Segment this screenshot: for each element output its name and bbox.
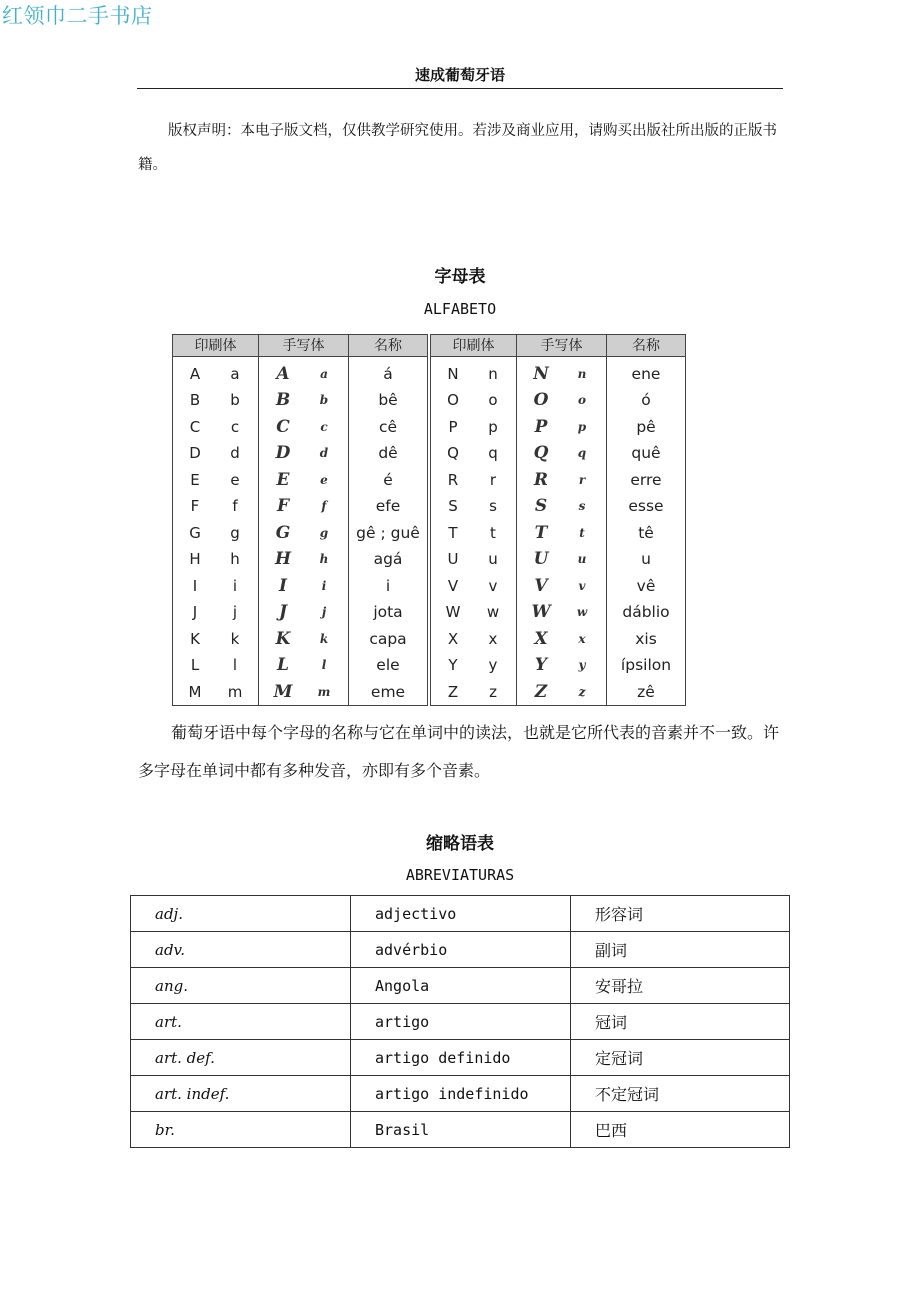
handwritten-letter-row: [259, 546, 348, 573]
letter-name: quê: [631, 444, 661, 463]
abbreviation-row: [131, 1076, 790, 1112]
print-uppercase: T: [448, 523, 458, 542]
abbreviation-row: [131, 1112, 790, 1148]
handwritten-uppercase: V: [534, 575, 548, 596]
header-name: 名称: [632, 338, 660, 355]
print-letter-row: [173, 679, 258, 706]
print-column: [173, 357, 259, 706]
handwritten-lowercase: t: [579, 525, 585, 540]
header-divider: [137, 88, 783, 89]
letter-name: cê: [378, 417, 398, 436]
print-uppercase: I: [192, 576, 198, 595]
alphabet-header-row: [173, 335, 427, 357]
print-uppercase: B: [189, 391, 201, 410]
handwritten-lowercase: q: [577, 446, 587, 461]
print-uppercase: J: [192, 603, 198, 622]
handwritten-uppercase: Z: [534, 681, 548, 702]
watermark-text: 红领巾二手书店: [2, 4, 153, 28]
handwritten-letter-row: [259, 467, 348, 494]
print-letter-row: [431, 546, 516, 573]
print-uppercase: X: [447, 629, 459, 648]
portuguese-term: Angola: [351, 968, 571, 1004]
print-uppercase: N: [447, 364, 459, 383]
handwritten-lowercase: m: [317, 684, 331, 699]
letter-name: u: [641, 550, 651, 569]
print-letter-row: [431, 414, 516, 441]
print-letter-row: [173, 626, 258, 653]
abbreviation: ang.: [131, 968, 351, 1004]
letter-name: dê: [378, 444, 398, 463]
print-lowercase: h: [230, 550, 240, 569]
handwritten-lowercase: f: [321, 499, 327, 514]
print-column: [431, 357, 517, 706]
print-letter-row: [431, 493, 516, 520]
handwritten-lowercase: x: [578, 631, 586, 646]
handwritten-lowercase: l: [321, 658, 327, 673]
handwritten-lowercase: g: [319, 525, 329, 540]
abbreviation: adj.: [131, 896, 351, 932]
letter-name: zê: [637, 682, 655, 701]
handwritten-uppercase: U: [533, 549, 549, 570]
print-letter-row: [431, 467, 516, 494]
print-uppercase: Z: [447, 682, 459, 701]
abbreviations-subtitle: ABREVIATURAS: [405, 866, 515, 884]
letter-name: erre: [630, 470, 662, 489]
print-lowercase: a: [230, 364, 240, 383]
handwritten-letter-row: [517, 440, 606, 467]
letter-name: ele: [376, 656, 400, 675]
print-lowercase: b: [230, 391, 240, 410]
header-handwritten: 手写体: [517, 335, 607, 356]
handwritten-lowercase: w: [576, 605, 588, 620]
handwritten-letter-row: [259, 414, 348, 441]
print-letter-row: [431, 679, 516, 706]
alphabet-table: [172, 334, 686, 706]
handwritten-letter-row: [259, 520, 348, 547]
print-letter-row: [431, 573, 516, 600]
handwritten-letter-row: [259, 599, 348, 626]
handwritten-lowercase: a: [320, 366, 328, 381]
handwritten-uppercase: P: [534, 416, 548, 437]
print-letter-row: [431, 440, 516, 467]
handwritten-lowercase: s: [578, 499, 586, 514]
print-lowercase: z: [489, 682, 497, 701]
print-letter-row: [173, 387, 258, 414]
print-lowercase: o: [488, 391, 498, 410]
abbreviation: art. indef.: [131, 1076, 351, 1112]
alphabet-subtitle: ALFABETO: [423, 300, 497, 318]
letter-name: vê: [636, 576, 656, 595]
handwritten-uppercase: D: [275, 443, 291, 464]
handwritten-column: [259, 357, 349, 706]
print-uppercase: M: [188, 682, 202, 701]
print-letter-row: [173, 440, 258, 467]
handwritten-uppercase: I: [279, 575, 287, 596]
print-uppercase: F: [190, 497, 200, 516]
print-lowercase: w: [486, 603, 500, 622]
print-lowercase: g: [230, 523, 240, 542]
print-uppercase: U: [447, 550, 459, 569]
handwritten-uppercase: W: [531, 602, 551, 623]
handwritten-uppercase: K: [275, 628, 291, 649]
chinese-term: 不定冠词: [571, 1076, 790, 1112]
abbreviation-row: [131, 1040, 790, 1076]
print-lowercase: k: [230, 629, 240, 648]
portuguese-term: adjectivo: [351, 896, 571, 932]
name-column: [607, 357, 685, 706]
handwritten-lowercase: e: [320, 472, 328, 487]
print-letter-row: [431, 599, 516, 626]
print-letter-row: [173, 652, 258, 679]
print-letter-row: [173, 546, 258, 573]
print-letter-row: [173, 414, 258, 441]
print-letter-row: [173, 599, 258, 626]
print-lowercase: l: [232, 656, 238, 675]
handwritten-letter-row: [517, 414, 606, 441]
handwritten-letter-row: [517, 520, 606, 547]
letter-name: eme: [370, 682, 406, 701]
print-uppercase: C: [189, 417, 201, 436]
print-letter-row: [431, 626, 516, 653]
letter-name: agá: [373, 550, 403, 569]
print-letter-row: [431, 652, 516, 679]
portuguese-term: artigo: [351, 1004, 571, 1040]
handwritten-letter-row: [517, 493, 606, 520]
print-letter-row: [173, 361, 258, 388]
handwritten-lowercase: y: [578, 658, 586, 673]
handwritten-column: [517, 357, 607, 706]
handwritten-lowercase: r: [578, 472, 586, 487]
header-name: 名称: [374, 338, 402, 355]
print-uppercase: O: [447, 391, 459, 410]
print-lowercase: u: [488, 550, 498, 569]
handwritten-letter-row: [517, 467, 606, 494]
letter-name: ípsilon: [620, 656, 672, 675]
letter-name: á: [383, 364, 393, 383]
print-letter-row: [431, 387, 516, 414]
handwritten-uppercase: J: [278, 602, 288, 623]
print-lowercase: m: [227, 682, 243, 701]
print-lowercase: p: [488, 417, 498, 436]
handwritten-uppercase: F: [276, 496, 290, 517]
handwritten-lowercase: u: [577, 552, 587, 567]
print-letter-row: [431, 361, 516, 388]
print-lowercase: v: [488, 576, 498, 595]
chinese-term: 定冠词: [571, 1040, 790, 1076]
print-letter-row: [431, 520, 516, 547]
handwritten-uppercase: Q: [533, 443, 549, 464]
letter-name: capa: [369, 629, 407, 648]
print-uppercase: E: [190, 470, 200, 489]
handwritten-letter-row: [259, 679, 348, 706]
alphabet-title: 字母表: [434, 267, 486, 287]
print-uppercase: Q: [447, 444, 459, 463]
print-letter-row: [173, 493, 258, 520]
handwritten-uppercase: L: [277, 655, 289, 676]
print-letter-row: [173, 467, 258, 494]
print-uppercase: D: [189, 444, 201, 463]
handwritten-uppercase: C: [276, 416, 290, 437]
print-letter-row: [173, 520, 258, 547]
print-uppercase: P: [448, 417, 458, 436]
letter-name: tê: [638, 523, 654, 542]
handwritten-letter-row: [259, 493, 348, 520]
abbreviation: adv.: [131, 932, 351, 968]
document-header-title: 速成葡萄牙语: [414, 66, 505, 84]
handwritten-letter-row: [517, 361, 606, 388]
handwritten-uppercase: O: [533, 390, 549, 411]
handwritten-letter-row: [259, 387, 348, 414]
letter-name: i: [385, 576, 391, 595]
handwritten-lowercase: h: [319, 552, 329, 567]
handwritten-letter-row: [259, 573, 348, 600]
print-lowercase: y: [488, 656, 498, 675]
handwritten-letter-row: [517, 679, 606, 706]
handwritten-lowercase: i: [321, 578, 327, 593]
handwritten-lowercase: j: [321, 605, 327, 620]
letter-name: bê: [378, 391, 398, 410]
print-uppercase: A: [189, 364, 201, 383]
handwritten-lowercase: p: [577, 419, 587, 434]
handwritten-uppercase: B: [275, 390, 291, 411]
portuguese-term: artigo definido: [351, 1040, 571, 1076]
print-lowercase: j: [232, 603, 238, 622]
handwritten-letter-row: [517, 652, 606, 679]
handwritten-uppercase: R: [533, 469, 549, 490]
handwritten-lowercase: z: [578, 684, 586, 699]
portuguese-term: artigo indefinido: [351, 1076, 571, 1112]
print-letter-row: [173, 573, 258, 600]
header-print: 印刷体: [431, 335, 517, 356]
chinese-term: 副词: [571, 932, 790, 968]
abbreviation-row: [131, 968, 790, 1004]
abbreviation: br.: [131, 1112, 351, 1148]
print-lowercase: t: [490, 523, 496, 542]
letter-name: dáblio: [622, 603, 670, 622]
alphabet-header-row: [431, 335, 685, 357]
handwritten-uppercase: Y: [534, 655, 548, 676]
handwritten-lowercase: b: [319, 393, 329, 408]
letter-name: ene: [631, 364, 661, 383]
letter-name: gê ; guê: [356, 523, 420, 542]
handwritten-uppercase: M: [273, 681, 293, 702]
print-lowercase: r: [489, 470, 497, 489]
handwritten-lowercase: o: [577, 393, 586, 408]
print-lowercase: x: [488, 629, 498, 648]
abbreviation-row: [131, 932, 790, 968]
handwritten-letter-row: [517, 573, 606, 600]
print-lowercase: c: [230, 417, 240, 436]
handwritten-lowercase: c: [320, 419, 328, 434]
handwritten-uppercase: A: [276, 363, 290, 384]
alphabet-explanation: 葡萄牙语中每个字母的名称与它在单词中的读法，也就是它所代表的音素并不一致。许多字母在单词中都有多种发音，亦即有多个音素。: [138, 723, 780, 780]
print-uppercase: K: [190, 629, 200, 648]
copyright-notice: 版权声明：本电子版文档，仅供教学研究使用。若涉及商业应用，请购买出版社所出版的正版书籍。: [138, 123, 777, 173]
abbreviation: art.: [131, 1004, 351, 1040]
portuguese-term: advérbio: [351, 932, 571, 968]
handwritten-lowercase: k: [319, 631, 329, 646]
print-uppercase: W: [445, 603, 461, 622]
portuguese-term: Brasil: [351, 1112, 571, 1148]
print-lowercase: d: [230, 444, 240, 463]
print-uppercase: G: [189, 523, 201, 542]
handwritten-letter-row: [259, 440, 348, 467]
alphabet-table-right: [430, 334, 686, 706]
letter-name: é: [383, 470, 393, 489]
handwritten-lowercase: d: [319, 446, 329, 461]
handwritten-uppercase: X: [534, 628, 548, 649]
abbreviation-row: [131, 896, 790, 932]
handwritten-uppercase: E: [276, 469, 290, 490]
print-lowercase: i: [232, 576, 238, 595]
header-handwritten: 手写体: [259, 335, 349, 356]
handwritten-uppercase: G: [275, 522, 291, 543]
print-uppercase: S: [448, 497, 458, 516]
letter-name: pê: [636, 417, 656, 436]
handwritten-letter-row: [517, 546, 606, 573]
handwritten-uppercase: H: [274, 549, 292, 570]
abbreviations-title: 缩略语表: [426, 834, 494, 854]
print-uppercase: H: [189, 550, 201, 569]
print-uppercase: Y: [448, 656, 458, 675]
handwritten-lowercase: v: [578, 578, 586, 593]
alphabet-table-left: [172, 334, 428, 706]
letter-name: jota: [373, 603, 403, 622]
print-lowercase: e: [230, 470, 240, 489]
handwritten-letter-row: [517, 626, 606, 653]
handwritten-letter-row: [517, 599, 606, 626]
letter-name: efe: [375, 497, 401, 516]
abbreviations-table: [130, 895, 790, 1148]
name-column: [349, 357, 427, 706]
handwritten-uppercase: T: [534, 522, 548, 543]
print-uppercase: R: [447, 470, 459, 489]
abbreviation: art. def.: [131, 1040, 351, 1076]
handwritten-letter-row: [517, 387, 606, 414]
print-lowercase: q: [488, 444, 498, 463]
letter-name: ó: [641, 391, 651, 410]
chinese-term: 巴西: [571, 1112, 790, 1148]
print-uppercase: V: [447, 576, 459, 595]
handwritten-lowercase: n: [577, 366, 587, 381]
print-uppercase: L: [190, 656, 200, 675]
handwritten-letter-row: [259, 361, 348, 388]
header-print: 印刷体: [173, 335, 259, 356]
print-lowercase: n: [488, 364, 498, 383]
abbreviation-row: [131, 1004, 790, 1040]
handwritten-uppercase: N: [533, 363, 549, 384]
chinese-term: 形容词: [571, 896, 790, 932]
chinese-term: 冠词: [571, 1004, 790, 1040]
print-lowercase: f: [232, 497, 238, 516]
chinese-term: 安哥拉: [571, 968, 790, 1004]
handwritten-letter-row: [259, 652, 348, 679]
handwritten-letter-row: [259, 626, 348, 653]
letter-name: esse: [628, 497, 664, 516]
handwritten-uppercase: S: [534, 496, 548, 517]
letter-name: xis: [635, 629, 657, 648]
print-lowercase: s: [489, 497, 497, 516]
